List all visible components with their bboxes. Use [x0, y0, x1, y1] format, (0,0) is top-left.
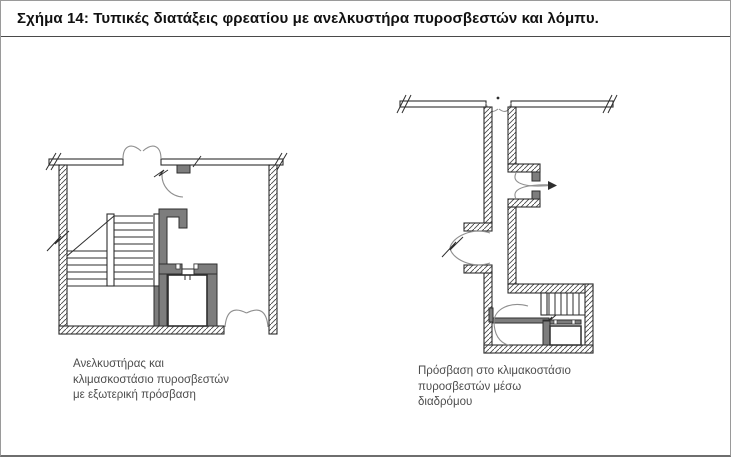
- right-doorway: [508, 164, 557, 207]
- double-door-swing-top: [123, 146, 161, 159]
- lobby-partition: [489, 304, 549, 346]
- plan-lift-stair-external-access: [41, 139, 291, 346]
- lift-car: [168, 275, 207, 326]
- caption-left-line1: Ανελκυστήρας και: [73, 358, 164, 370]
- caption-left: [73, 357, 229, 404]
- caption-left-line2: κλιμασκοστάσιο πυροσβεστών: [73, 373, 230, 386]
- figure-title-bar: [1, 1, 730, 37]
- caption-right-line2: πυροσβεστών μέσω: [418, 380, 522, 393]
- stair-shaft-divider-wall: [154, 286, 159, 326]
- caption-right-line3: διαδρόμου: [418, 396, 473, 408]
- plan-stair-access-via-corridor: [394, 89, 622, 361]
- figure-title: Σχήμα 14: Τυπικές διατάξεις φρεατίου με ανελκυστήρα πυροσβεστών και λόμπυ.: [17, 10, 599, 27]
- double-door-swing-bottom: [225, 310, 268, 327]
- lift-lobby-wall: [159, 209, 187, 268]
- top-wall: [46, 153, 287, 170]
- single-door-swing: [154, 165, 190, 197]
- left-doorway: [442, 223, 492, 273]
- lift-car: [550, 326, 581, 345]
- caption-right: [418, 364, 571, 411]
- caption-right-line1: Πρόσβαση στο κλιμακοστάσιο: [418, 365, 571, 377]
- caption-left-line3: με εξωτερική πρόσβαση: [73, 389, 196, 401]
